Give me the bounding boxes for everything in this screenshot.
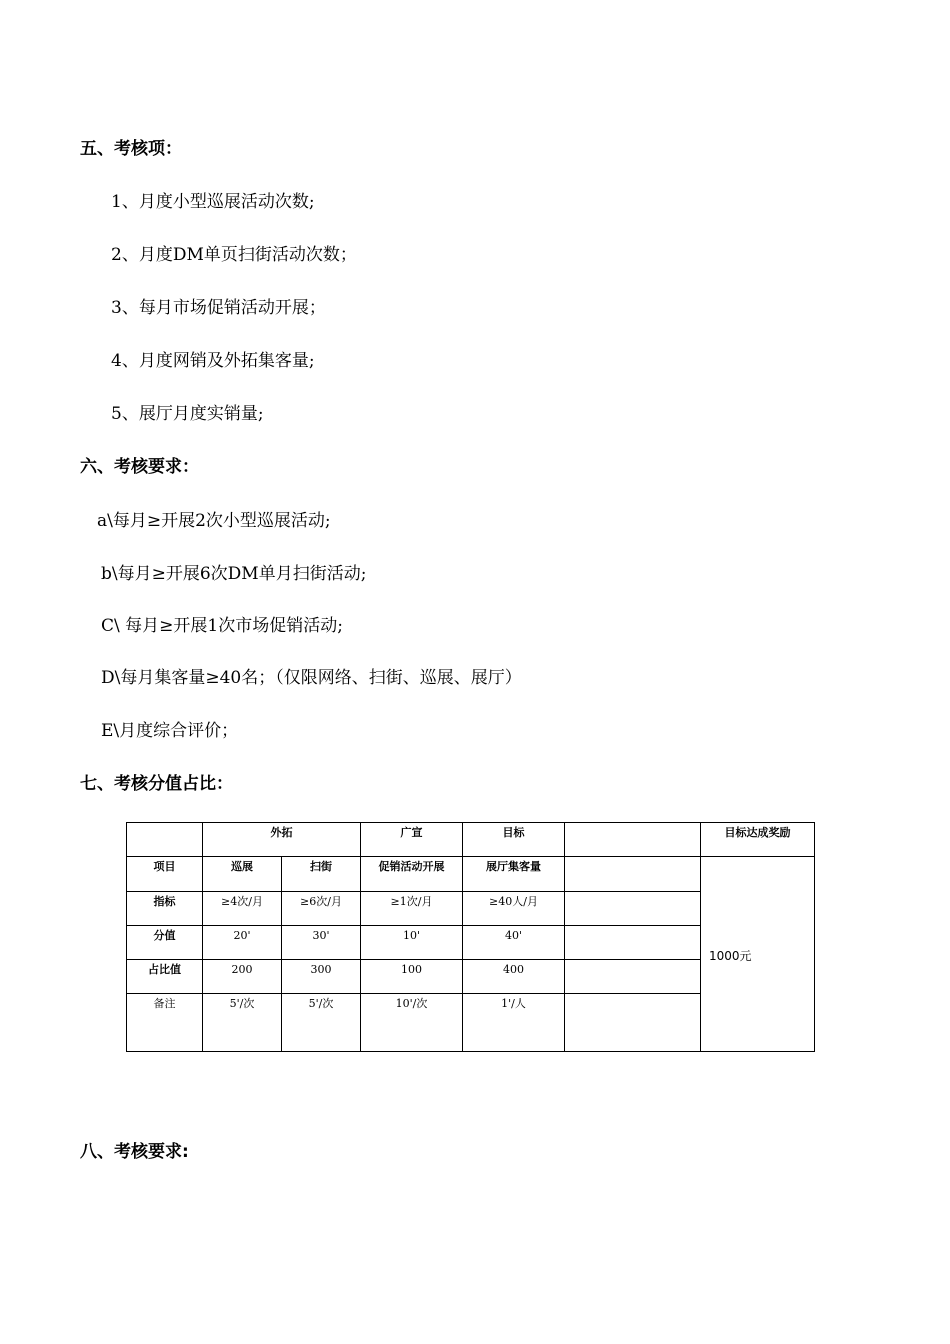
reward-value: 1000元 (701, 857, 815, 1052)
empty-cell (565, 960, 701, 994)
empty-cell (565, 994, 701, 1052)
section-5-item-5: 5、展厅月度实销量; (111, 404, 264, 424)
section-6-item-c: C\ 每月≥开展1次市场促销活动; (101, 616, 343, 636)
empty-cell (565, 823, 701, 857)
col-header-xunzhan: 巡展 (203, 857, 282, 892)
empty-cell (127, 823, 203, 857)
group-header-reward: 目标达成奖励 (701, 823, 815, 857)
section-5-heading: 五、考核项： (80, 139, 182, 159)
section-5-item-4: 4、月度网销及外拓集客量; (111, 351, 315, 371)
table-cell: 100 (361, 960, 463, 994)
table-cell: 10' (361, 926, 463, 960)
section-5-item-2: 2、月度DM单页扫街活动次数； (111, 245, 357, 265)
col-header-item: 项目 (127, 857, 203, 892)
group-header-waituo: 外拓 (203, 823, 361, 857)
group-header-guangxuan: 广宣 (361, 823, 463, 857)
empty-cell (565, 892, 701, 926)
table-cell: 5'/次 (203, 994, 282, 1052)
table-cell: 200 (203, 960, 282, 994)
section-6-heading: 六、考核要求： (80, 457, 199, 477)
table-cell: ≥6次/月 (282, 892, 361, 926)
col-header-jike: 展厅集客量 (463, 857, 565, 892)
table-cell: ≥4次/月 (203, 892, 282, 926)
table-cell: 1'/人 (463, 994, 565, 1052)
section-6-item-b: b\每月≥开展6次DM单月扫街活动; (101, 564, 367, 584)
empty-cell (565, 857, 701, 892)
table-cell: 10'/次 (361, 994, 463, 1052)
row-label-note: 备注 (127, 994, 203, 1052)
section-5-item-3: 3、每月市场促销活动开展； (111, 298, 326, 318)
row-label-target: 指标 (127, 892, 203, 926)
table-cell: 400 (463, 960, 565, 994)
row-label-ratio: 占比值 (127, 960, 203, 994)
section-6-item-a: a\每月≥开展2次小型巡展活动; (97, 511, 331, 531)
table-cell: 20' (203, 926, 282, 960)
section-8-heading: 八、考核要求: (80, 1142, 189, 1162)
table-row (127, 857, 815, 892)
row-label-score: 分值 (127, 926, 203, 960)
table-cell: 40' (463, 926, 565, 960)
col-header-saojie: 扫街 (282, 857, 361, 892)
section-5-item-1: 1、月度小型巡展活动次数; (111, 192, 315, 212)
section-7-heading: 七、考核分值占比： (80, 774, 233, 794)
table-cell: 30' (282, 926, 361, 960)
table-row (127, 823, 815, 857)
table-cell: ≥40人/月 (463, 892, 565, 926)
score-table (126, 822, 815, 1052)
group-header-mubiao: 目标 (463, 823, 565, 857)
section-6-item-e: E\月度综合评价； (101, 721, 239, 741)
col-header-cuxiao: 促销活动开展 (361, 857, 463, 892)
section-6-item-d: D\每月集客量≥40名；（仅限网络、扫街、巡展、展厅） (101, 668, 522, 688)
empty-cell (565, 926, 701, 960)
table-cell: 300 (282, 960, 361, 994)
table-cell: 5'/次 (282, 994, 361, 1052)
table-cell: ≥1次/月 (361, 892, 463, 926)
